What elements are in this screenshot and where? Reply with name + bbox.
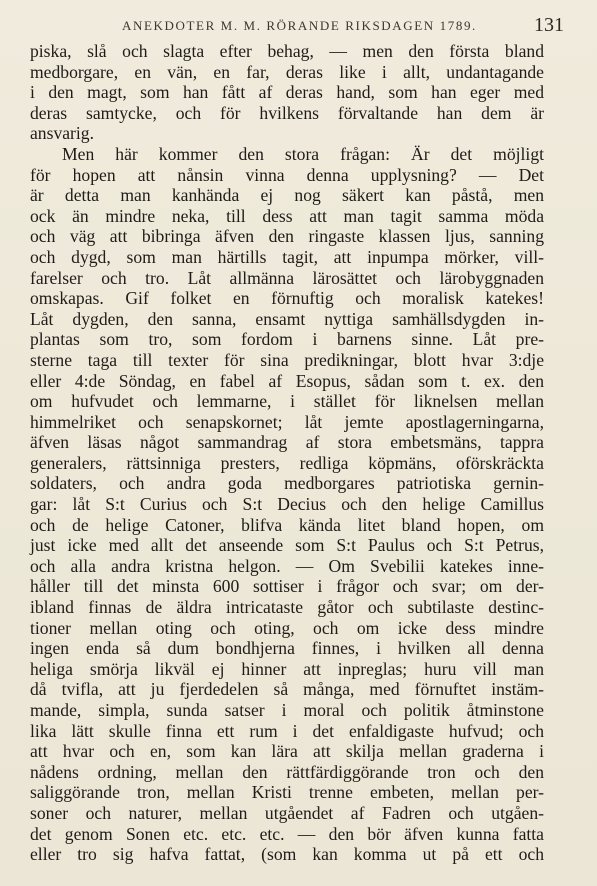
text-line: då tvifla, att ju fjerdedelen så många, med förnuftet instäm-: [30, 679, 544, 700]
text-line: i den magt, som han fått af deras hand, som han eger med: [30, 82, 544, 103]
text-line: plantas som tro, som fordom i barnens sinne. Låt pre-: [30, 329, 544, 350]
text-line: och de helige Catoner, blifva kända litet bland hopen, om: [30, 514, 544, 535]
text-line: omskapas. Gif folket en förnuftig och moralisk katekes!: [30, 288, 544, 309]
text-line: medborgare, en vän, en far, deras like i allt, undantagande: [30, 61, 544, 82]
text-line: för hopen att nånsin vinna denna upplysning? — Det: [30, 164, 544, 185]
text-line: gar: låt S:t Curius och S:t Decius och den helige Camillus: [30, 494, 544, 515]
text-line: piska, slå och slagta efter behag, — men den första bland: [30, 41, 544, 61]
text-line: eller 4:de Söndag, en fabel af Esopus, sådan som t. ex. den: [30, 370, 544, 391]
text-line: farelser och tro. Låt allmänna lärosättet och lärobyggnaden: [30, 267, 544, 288]
text-line: Låt dygden, den sanna, ensamt nyttiga samhällsdygden in-: [30, 308, 544, 329]
text-line: just icke med allt det anseende som S:t Paulus och S:t Petrus,: [30, 535, 544, 556]
text-line: mande, simpla, sunda satser i moral och politik åtminstone: [30, 700, 544, 720]
text-line: soner och naturer, mellan utgåendet af Fadren och utgåen-: [30, 802, 544, 823]
text-line: ingen enda så dum bondhjerna finnes, i hvilken all denna: [30, 638, 544, 659]
text-line: heliga smörja likväl ej hinner att inpreglas; huru vill man: [30, 658, 544, 679]
text-line: äfven läsas något sammandrag af stora embetsmäns, tappra: [30, 432, 544, 453]
text-line: soldaters, och andra goda medborgares patriotiska gernin-: [30, 473, 544, 494]
text-line: det genom Sonen etc. etc. etc. — den bör äfven kunna fatta: [30, 823, 544, 844]
running-head: [0, 14, 597, 40]
body-text: [30, 41, 544, 865]
text-line: saliggörande tron, mellan Kristi trenne embeten, mellan per-: [30, 782, 544, 803]
text-line: tioner mellan oting och oting, och om icke dess mindre: [30, 617, 544, 638]
page-number: 131: [534, 14, 564, 36]
text-line: är detta man kanhända ej nog säkert kan påstå, men: [30, 185, 544, 206]
text-line: sterne taga till texter för sina predikningar, blott hvar 3:dje: [30, 349, 544, 370]
text-line: och väg att bibringa äfven den ringaste klassen ljus, sanning: [30, 226, 544, 247]
text-line: och dygd, som man härtills tagit, att inpumpa mörker, vill-: [30, 246, 544, 267]
text-line: himmelriket och senapskornet; låt jemte apostlagerningarna,: [30, 411, 544, 432]
text-line: ansvarig.: [30, 123, 95, 144]
text-line: eller tro sig hafva fattat, (som kan komma ut på ett och: [30, 844, 544, 865]
text-line: att hvar och en, som kan lära att skilja mellan graderna i: [30, 741, 544, 762]
text-line: deras samtycke, och för hvilkens förvaltande han dem är: [30, 102, 544, 123]
text-line: lika lätt skulle finna ett rum i det enfaldigaste hufvud; och: [30, 720, 544, 741]
text-line: ock än mindre neka, till dess att man tagit samma möda: [30, 205, 544, 226]
text-line: om hufvudet och lemmarne, i stället för liknelsen mellan: [30, 391, 544, 412]
text-line: håller till det minsta 600 sottiser i frågor och svar; om der-: [30, 576, 544, 597]
text-line: och alla andra kristna helgon. — Om Svebilii katekes inne-: [30, 555, 544, 576]
text-line: generalers, rättsinniga presters, redliga köpmäns, oförskräckta: [30, 452, 544, 473]
text-line: ibland finnas de äldra intricataste gåtor och subtilaste destinc-: [30, 597, 544, 618]
text-line: Men här kommer den stora frågan: Är det möjligt: [62, 143, 544, 164]
running-title: ANEKDOTER M. M. RÖRANDE RIKSDAGEN 1789.: [122, 18, 477, 33]
text-line: nådens ordning, mellan den rättfärdiggörande tron och den: [30, 761, 544, 782]
